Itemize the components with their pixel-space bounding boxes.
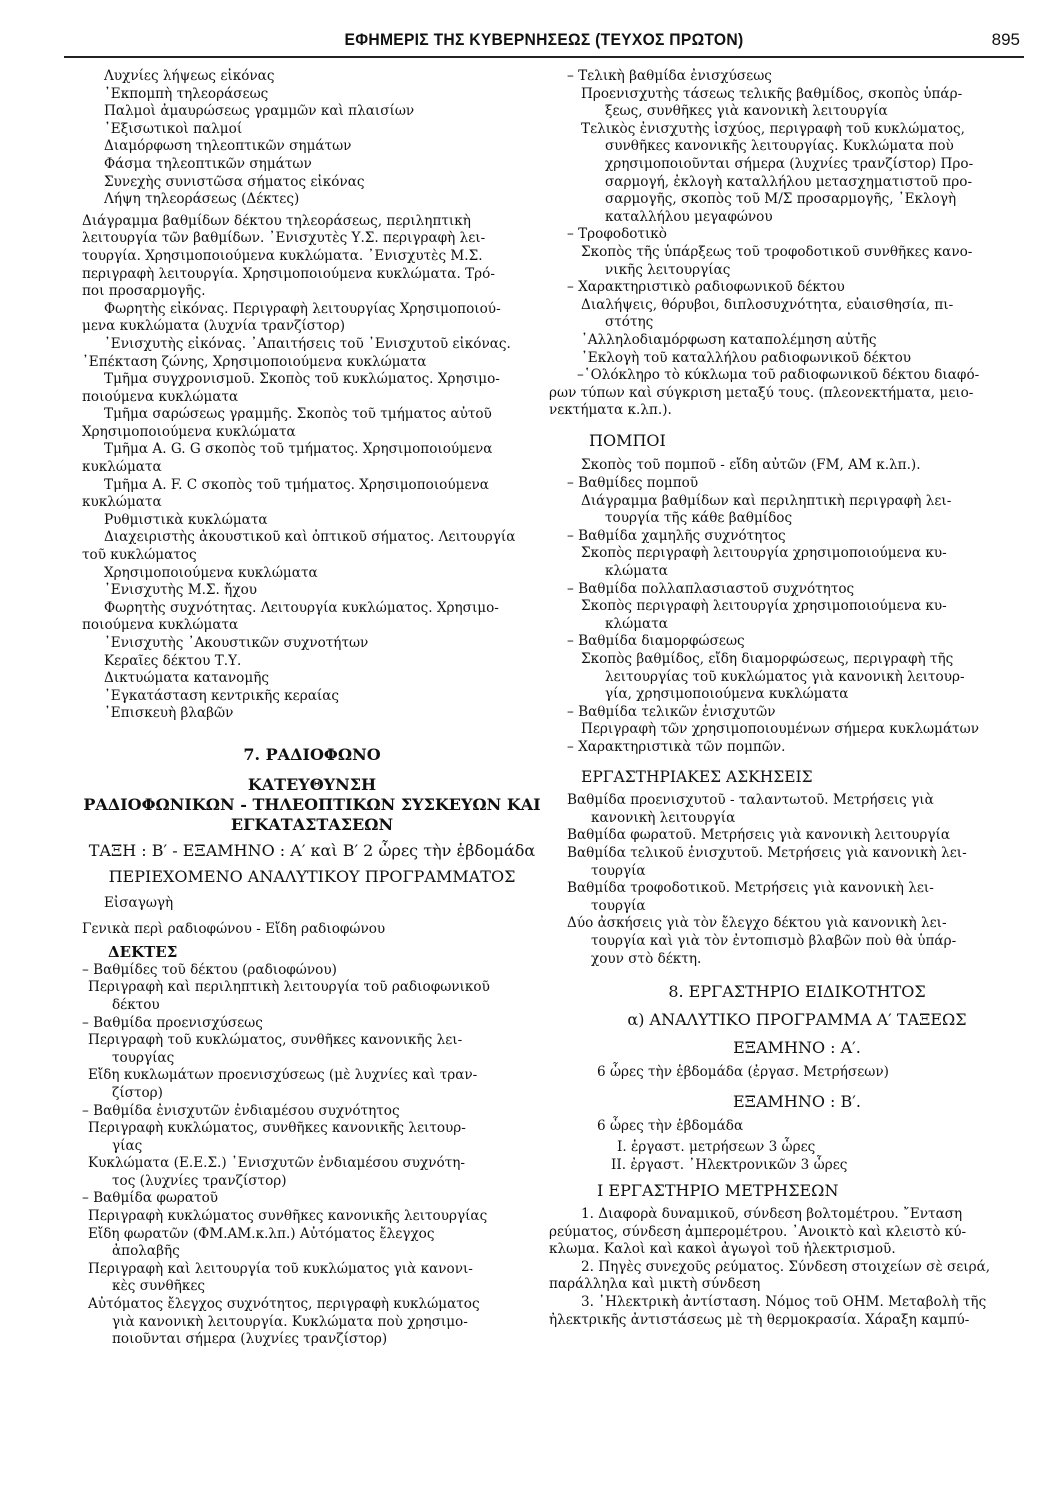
outline-continuation: συνθῆκες κανονικῆς λειτουργίας. Κυκλώματα ποὺ (605, 138, 954, 155)
intro-heading: Εἰσαγωγὴ (104, 894, 174, 911)
outline-continuation: ποιοῦνται σήμερα (λυχνίες τρανζίστορ) (112, 1331, 388, 1348)
outline-continuation: κὲς συνθῆκες (112, 1278, 206, 1295)
outline-continuation: ἀπολαβῆς (112, 1243, 180, 1260)
paragraph-line: Χρησιμοποιούμενα κυκλώματα (104, 564, 318, 581)
semester-a-hours: 6 ὧρες τὴν ἑβδομάδα (ἐργασ. Μετρήσεων) (597, 1064, 889, 1081)
paragraph-line: κυκλώματα (82, 459, 162, 476)
list-item: Δικτυώματα κατανομῆς (104, 670, 269, 687)
paragraph-line: Ρυθμιστικὰ κυκλώματα (104, 511, 268, 528)
semester-item: I. ἐργαστ. μετρήσεων 3 ὧρες (617, 1139, 816, 1156)
outline-continuation: ζίστορ) (112, 1084, 163, 1101)
paragraph (82, 301, 542, 336)
outline-item (567, 792, 1027, 827)
outline-item (567, 598, 1027, 633)
outline-item-text: Βαθμίδα τροφοδοτικοῦ. Μετρήσεις γιὰ κανονικὴ λει- (567, 880, 934, 897)
lab-exercises-list (567, 792, 1027, 968)
paragraph-line: ποι προσαρμογῆς. (82, 283, 206, 300)
outline-item-text: Σκοπὸς περιγραφὴ λειτουργία χρησιμοποιούμενα κυ- (581, 545, 947, 562)
paragraph-line: Χρησιμοποιούμενα κυκλώματα (82, 423, 296, 440)
paragraph-line: Τμῆμα A. G. G σκοπὸς τοῦ τμήματος. Χρησιμοποιούμενα (104, 441, 493, 458)
outline-item-text: Προενισχυτὴς τάσεως τελικῆς βαθμίδος, σκοπὸς ὑπάρ- (581, 85, 963, 102)
numbered-line: 3. ᾿Ηλεκτρικὴ ἀντίσταση. Νόμος τοῦ ΟΗΜ. Μεταβολὴ τῆς (581, 1294, 987, 1311)
outline-item (567, 86, 1027, 121)
paragraph (82, 565, 542, 583)
receivers-outline (82, 962, 542, 1349)
outline-item-text: Περιγραφὴ τοῦ κυκλώματος, συνθῆκες κανονικῆς λει- (88, 1032, 463, 1049)
outline-item-text: Τελικὸς ἐνισχυτὴς ἰσχύος, περιγραφὴ τοῦ κυκλώματος, (581, 120, 965, 137)
list-item: Λήψη τηλεοράσεως (Δέκτες) (104, 191, 300, 208)
page-header (64, 28, 1024, 58)
numbered-line: 2. Πηγὲς συνεχοῦς ρεύματος. Σύνδεση στοιχείων σὲ σειρά, (581, 1258, 991, 1275)
outline-heading-text: – Βαθμίδα διαμορφώσεως (567, 633, 745, 650)
paragraph (82, 336, 542, 371)
outline-item (567, 915, 1027, 968)
right-column (549, 68, 1027, 1329)
outline-heading-text: – Βαθμίδα τελικῶν ἐνισχυτῶν (567, 703, 776, 720)
paragraph-line: μενα κυκλώματα (λυχνία τρανζίστορ) (82, 318, 346, 335)
outline-continuation: σαρμογή, ἐκλογὴ καταλλήλου μετασχηματιστοῦ προ- (605, 173, 973, 190)
semester-a-heading: ΕΞΑΜΗΝΟ : Α′. (733, 1038, 861, 1058)
semester-b-items (567, 1139, 1027, 1174)
paragraph (82, 441, 542, 476)
paragraph-line: Τμῆμα A. F. C σκοπὸς τοῦ τμήματος. Χρησιμοποιούμενα (104, 476, 489, 493)
paragraph-line: νεκτήματα κ.λπ.). (549, 402, 672, 419)
semester-b-hours: 6 ὧρες τὴν ἑβδομάδα (597, 1117, 744, 1134)
general-line: Γενικὰ περὶ ραδιοφώνου - Εἴδη ραδιοφώνου (82, 920, 386, 937)
numbered-line: παράλληλα καὶ μικτὴ σύνδεση (549, 1276, 761, 1293)
outline-continuation: λειτουργίας τοῦ κυκλώματος γιὰ κανονικὴ λειτουρ- (605, 668, 965, 685)
gazette-title: ΕΦΗΜΕΡΙΣ ΤΗΣ ΚΥΒΕΡΝΗΣΕΩΣ (ΤΕΥΧΟΣ ΠΡΩΤΟΝ) (344, 30, 744, 49)
list-item: Φάσμα τηλεοπτικῶν σημάτων (104, 155, 312, 172)
paragraph-line: Τμῆμα σαρώσεως γραμμῆς. Σκοπὸς τοῦ τμήματος αὐτοῦ (104, 406, 492, 423)
outline-continuation: κανονικὴ λειτουργία (591, 809, 736, 826)
outline-heading-text: – Τελικὴ βαθμίδα ἐνισχύσεως (567, 68, 772, 84)
transmitters-intro: Σκοπὸς τοῦ πομποῦ - εἴδη αὐτῶν (FM, AM κ.λπ.). (581, 457, 921, 474)
outline-item (567, 880, 1027, 915)
outline-item (82, 1120, 542, 1155)
outline-continuation: χουν στὸ δέκτη. (591, 950, 702, 967)
outline-continuation: νικῆς λειτουργίας (605, 261, 731, 278)
list-item: Συνεχὴς συνιστῶσα σήματος εἰκόνας (104, 173, 365, 190)
outline-item-text: Περιγραφὴ κυκλώματος, συνθῆκες κανονικῆς λειτουρ- (88, 1120, 466, 1137)
list-item: ᾿Ενισχυτὴς ᾿Ακουστικῶν συχνοτήτων (104, 635, 369, 651)
outline-item (567, 121, 1027, 227)
outline-item-text: Διάγραμμα βαθμίδων καὶ περιληπτικὴ περιγραφὴ λει- (581, 492, 952, 509)
tv-topics-list (82, 68, 542, 209)
outline-continuation: σαρμογῆς, σκοπὸς τοῦ Μ/Σ προσαρμογῆς, ᾿Εκλογὴ (605, 191, 957, 208)
paragraph (82, 600, 542, 635)
outline-heading (567, 528, 1027, 546)
paragraph-line: τοῦ κυκλώματος (82, 547, 197, 564)
outline-heading (82, 1190, 542, 1208)
outline-item (82, 1208, 542, 1226)
outline-heading (567, 739, 1027, 757)
outline-item (82, 979, 542, 1014)
outline-heading (567, 704, 1027, 722)
section-7-title: 7. ΡΑΔΙΟΦΩΝΟ (243, 744, 381, 764)
numbered-line: 1. Διαφορὰ δυναμικοῦ, σύνδεση βολτομέτρου. ῎Ενταση (581, 1206, 963, 1223)
list-item: Κεραῖες δέκτου Τ.Υ. (104, 652, 242, 669)
outline-item (567, 297, 1027, 332)
numbered-exercises (549, 1206, 1027, 1329)
paragraph (82, 371, 542, 406)
receivers-outline-continued (567, 68, 1027, 367)
outline-item (567, 721, 1027, 739)
paragraph-line: Φωρητὴς συχνότητας. Λειτουργία κυκλώματος. Χρησιμο- (104, 599, 499, 616)
tv-antenna-list (82, 635, 542, 723)
outline-heading (567, 68, 1027, 86)
paragraph-line: ᾿Επέκταση ζώνης, Χρησιμοποιούμενα κυκλώματα (82, 353, 427, 370)
outline-continuation: στότης (605, 314, 654, 331)
outline-item (82, 1296, 542, 1349)
paragraph-line: περιγραφὴ λειτουργία. Χρησιμοποιούμενα κυκλώματα. Τρό- (82, 265, 495, 282)
outline-item-text: Περιγραφὴ τῶν χρησιμοποιουμένων σήμερα κυκλωμάτων (581, 721, 980, 738)
outline-heading (567, 581, 1027, 599)
list-item: Παλμοὶ ἀμαυρώσεως γραμμῶν καὶ πλαισίων (104, 103, 415, 120)
outline-item (567, 244, 1027, 279)
outline-heading-text: – Βαθμίδα πολλαπλασιαστοῦ συχνότητος (567, 580, 855, 597)
direction-line-3: ΕΓΚΑΤΑΣΤΑΣΕΩΝ (230, 814, 394, 834)
numbered-exercise (549, 1294, 1027, 1329)
paragraph-line: τουργία. Χρησιμοποιούμενα κυκλώματα. ᾿Ενισχυτὲς Μ.Σ. (82, 247, 483, 264)
outline-continuation: κλώματα (605, 563, 668, 580)
list-item: Διαμόρφωση τηλεοπτικῶν σημάτων (104, 138, 352, 155)
paragraph-line: –῾Ολόκληρο τὸ κύκλωμα τοῦ ραδιοφωνικοῦ δέκτου διαφό- (577, 367, 980, 384)
outline-continuation: δέκτου (112, 996, 160, 1013)
outline-heading (82, 962, 542, 980)
semester-b-heading: ΕΞΑΜΗΝΟ : Β′. (733, 1091, 861, 1111)
outline-item (82, 1155, 542, 1190)
outline-item (82, 1067, 542, 1102)
whole-circuit-paragraph (549, 367, 1027, 420)
transmitters-outline (567, 475, 1027, 757)
paragraph (82, 406, 542, 441)
list-item: ᾿Εκπομπὴ τηλεοράσεως (104, 85, 269, 102)
transmitters-heading: ΠΟΜΠΟΙ (589, 430, 666, 450)
outline-heading-text: – Βαθμίδες πομποῦ (567, 475, 699, 492)
outline-item-text: Βαθμίδα τελικοῦ ἐνισχυτοῦ. Μετρήσεις γιὰ κανονικὴ λει- (567, 844, 967, 861)
semester-item: II. ἐργαστ. ᾿Ηλεκτρονικῶν 3 ὧρες (611, 1156, 848, 1173)
outline-item-text: Σκοπὸς περιγραφὴ λειτουργία χρησιμοποιούμενα κυ- (581, 598, 947, 615)
paragraph-line: Τμῆμα συγχρονισμοῦ. Σκοπὸς τοῦ κυκλώματος. Χρησιμο- (104, 371, 500, 388)
outline-heading (567, 633, 1027, 651)
outline-heading (82, 1015, 542, 1033)
paragraph (82, 582, 542, 600)
outline-continuation: τουργίας (112, 1049, 175, 1066)
outline-item-text: ᾿Αλληλοδιαμόρφωση καταπολέμηση αὐτῆς (581, 331, 877, 348)
paragraph (82, 512, 542, 530)
list-item: ᾿Επισκευὴ βλαβῶν (104, 705, 234, 722)
outline-continuation: καταλλήλου μεγαφώνου (605, 208, 773, 225)
outline-continuation: κλώματα (605, 615, 668, 632)
outline-item-text: Δύο ἀσκήσεις γιὰ τὸν ἔλεγχο δέκτου γιὰ κανονικὴ λει- (567, 915, 947, 932)
outline-item-text: Εἴδη φωρατῶν (ΦΜ.ΑΜ.κ.λπ.) Αὐτόματος ἔλεγχος (88, 1225, 435, 1242)
outline-continuation: γιὰ κανονικὴ λειτουργία. Κυκλώματα ποὺ χρησιμο- (112, 1313, 468, 1330)
outline-item (567, 493, 1027, 528)
numbered-line: κλωμα. Καλοὶ καὶ κακοὶ ἀγωγοὶ τοῦ ἠλεκτρισμοῦ. (549, 1241, 896, 1258)
list-item: ᾿Εξισωτικοὶ παλμοί (104, 120, 243, 137)
contents-title: ΠΕΡΙΕΧΟΜΕΝΟ ΑΝΑΛΥΤΙΚΟΥ ΠΡΟΓΡΑΜΜΑΤΟΣ (108, 866, 516, 886)
outline-item-text: Εἴδη κυκλωμάτων προενισχύσεως (μὲ λυχνίες καὶ τραν- (88, 1067, 478, 1084)
left-column (82, 68, 542, 1349)
lab-measurements-heading: Ι ΕΡΓΑΣΤΗΡΙΟ ΜΕΤΡΗΣΕΩΝ (597, 1181, 839, 1201)
outline-heading-text: – Βαθμίδα χαμηλῆς συχνότητος (567, 527, 786, 544)
program-title: α) ΑΝΑΛΥΤΙΚΟ ΠΡΟΓΡΑΜΜΑ Α′ ΤΑΞΕΩΣ (627, 1010, 967, 1030)
paragraph-line: ρων τύπων καὶ σύγκριση μεταξύ τους. (πλεονεκτήματα, μειο- (549, 384, 974, 401)
numbered-exercise (549, 1258, 1027, 1294)
outline-item (567, 845, 1027, 880)
outline-continuation: τουργία τῆς κάθε βαθμίδος (605, 510, 793, 527)
lab-exercises-heading: ΕΡΓΑΣΤΗΡΙΑΚΕΣ ΑΣΚΗΣΕΙΣ (581, 767, 813, 786)
outline-item (567, 545, 1027, 580)
paragraph-line: ποιούμενα κυκλώματα (82, 388, 239, 405)
outline-item-text: Σκοπὸς τῆς ὑπάρξεως τοῦ τροφοδοτικοῦ συνθῆκες κανο- (581, 243, 973, 260)
outline-item-text: Περιγραφὴ καὶ λειτουργία τοῦ κυκλώματος γιὰ κανονι- (88, 1260, 473, 1277)
outline-heading (567, 226, 1027, 244)
outline-heading (82, 1103, 542, 1121)
section-8-title: 8. ΕΡΓΑΣΤΗΡΙΟ ΕΙΔΙΚΟΤΗΤΟΣ (668, 982, 926, 1002)
outline-continuation: ξεως, συνθῆκες γιὰ κανονικὴ λειτουργία (605, 103, 888, 120)
outline-item (567, 350, 1027, 368)
paragraph-line: ποιούμενα κυκλώματα (82, 617, 239, 634)
paragraph-line: ᾿Ενισχυτὴς Μ.Σ. ἤχου (104, 582, 258, 599)
outline-item (82, 1261, 542, 1296)
outline-heading-text: – Βαθμίδα φωρατοῦ (82, 1190, 219, 1207)
outline-item (567, 827, 1027, 845)
outline-continuation: χρησιμοποιοῦνται σήμερα (λυχνίες τρανζίστορ) Προ- (605, 155, 974, 172)
paragraph-line: ᾿Ενισχυτὴς εἰκόνας. ᾿Απαιτήσεις τοῦ ᾿Ενισχυτοῦ εἰκόνας. (104, 335, 511, 352)
outline-continuation: τουργία (591, 862, 646, 879)
outline-continuation: γίας (112, 1137, 143, 1154)
outline-item-text: Σκοπὸς βαθμίδος, εἴδη διαμορφώσεως, περιγραφὴ τῆς (581, 651, 954, 667)
numbered-line: ἠλεκτρικῆς ἀντιστάσεως μὲ τὴ θερμοκρασία. Χάραξη καμπύ- (549, 1311, 970, 1328)
list-item: ᾿Εγκατάσταση κεντρικῆς κεραίας (104, 687, 339, 704)
outline-continuation: τουργία καὶ γιὰ τὸν ἐντοπισμὸ βλαβῶν ποὺ θὰ ὑπάρ- (591, 932, 957, 949)
paragraph (82, 477, 542, 512)
outline-item-text: ᾿Εκλογὴ τοῦ καταλλήλου ραδιοφωνικοῦ δέκτου (581, 349, 912, 366)
outline-continuation: τουργία (591, 897, 646, 914)
paragraph-line: Φωρητὴς εἰκόνας. Περιγραφὴ λειτουργίας Χρησιμοποιού- (104, 300, 501, 317)
direction-line-2: ΡΑΔΙΟΦΩΝΙΚΩΝ - ΤΗΛΕΟΠΤΙΚΩΝ ΣΥΣΚΕΥΩΝ ΚΑΙ (83, 794, 541, 814)
paragraph-line: Διάγραμμα βαθμίδων δέκτου τηλεοράσεως, περιληπτικὴ (82, 212, 471, 229)
outline-heading-text: – Τροφοδοτικὸ (567, 226, 667, 243)
list-item: Λυχνίες λήψεως εἰκόνας (104, 68, 275, 84)
paragraph-line: Διαχειριστὴς ἀκουστικοῦ καὶ ὀπτικοῦ σήματος. Λειτουργία (104, 529, 516, 546)
outline-heading (567, 475, 1027, 493)
numbered-line: ρεύματος, σύνδεση ἀμπερομέτρου. ᾿Ανοικτὸ καὶ κλειστὸ κύ- (549, 1223, 967, 1240)
outline-item-text: Βαθμίδα φωρατοῦ. Μετρήσεις γιὰ κανονικὴ λειτουργία (567, 827, 951, 844)
outline-item-text: Περιγραφὴ καὶ περιληπτικὴ λειτουργία τοῦ ραδιοφωνικοῦ (88, 979, 490, 996)
outline-continuation: τος (λυχνίες τρανζίστορ) (112, 1172, 287, 1189)
paragraph (82, 529, 542, 564)
outline-item (82, 1032, 542, 1067)
paragraph-line: λειτουργία τῶν βαθμίδων. ᾿Ενισχυτὲς Υ.Σ. περιγραφὴ λει- (82, 230, 486, 247)
outline-heading-text: – Βαθμίδα ἐνισχυτῶν ἐνδιαμέσου συχνότητος (82, 1102, 400, 1119)
outline-item-text: Βαθμίδα προενισχυτοῦ - ταλαντωτοῦ. Μετρήσεις γιὰ (567, 792, 934, 809)
outline-item-text: Αὐτόματος ἔλεγχος συχνότητος, περιγραφὴ κυκλώματος (88, 1296, 480, 1313)
outline-item (567, 651, 1027, 704)
outline-heading (567, 279, 1027, 297)
outline-heading-text: – Βαθμίδες τοῦ δέκτου (ραδιοφώνου) (82, 961, 337, 978)
outline-heading-text: – Χαρακτηριστικὸ ραδιοφωνικοῦ δέκτου (567, 279, 845, 296)
outline-heading-text: – Χαρακτηριστικὰ τῶν πομπῶν. (567, 738, 786, 755)
outline-item (567, 332, 1027, 350)
page-number: 895 (991, 30, 1020, 49)
outline-item-text: Περιγραφὴ κυκλώματος συνθῆκες κανονικῆς λειτουργίας (88, 1208, 488, 1225)
outline-continuation: γία, χρησιμοποιούμενα κυκλώματα (605, 686, 849, 703)
tv-receiver-paragraphs (82, 213, 542, 635)
class-semester-line: ΤΑΞΗ : Β′ - ΕΞΑΜΗΝΟ : Α′ καὶ Β′ 2 ὧρες τὴν ἑβδομάδα (88, 840, 536, 860)
paragraph-line: κυκλώματα (82, 494, 162, 511)
receivers-heading: ΔΕΚΤΕΣ (108, 943, 178, 962)
paragraph (82, 213, 542, 301)
direction-title: ΚΑΤΕΥΘΥΝΣΗ (247, 774, 377, 794)
numbered-exercise (549, 1206, 1027, 1259)
outline-item (82, 1226, 542, 1261)
outline-item-text: Διαλήψεις, θόρυβοι, διπλοσυχνότητα, εὐαισθησία, πι- (581, 296, 954, 313)
outline-heading-text: – Βαθμίδα προενισχύσεως (82, 1014, 263, 1031)
outline-item-text: Κυκλώματα (Ε.Ε.Σ.) ᾿Ενισχυτῶν ἐνδιαμέσου συχνότη- (88, 1155, 465, 1172)
